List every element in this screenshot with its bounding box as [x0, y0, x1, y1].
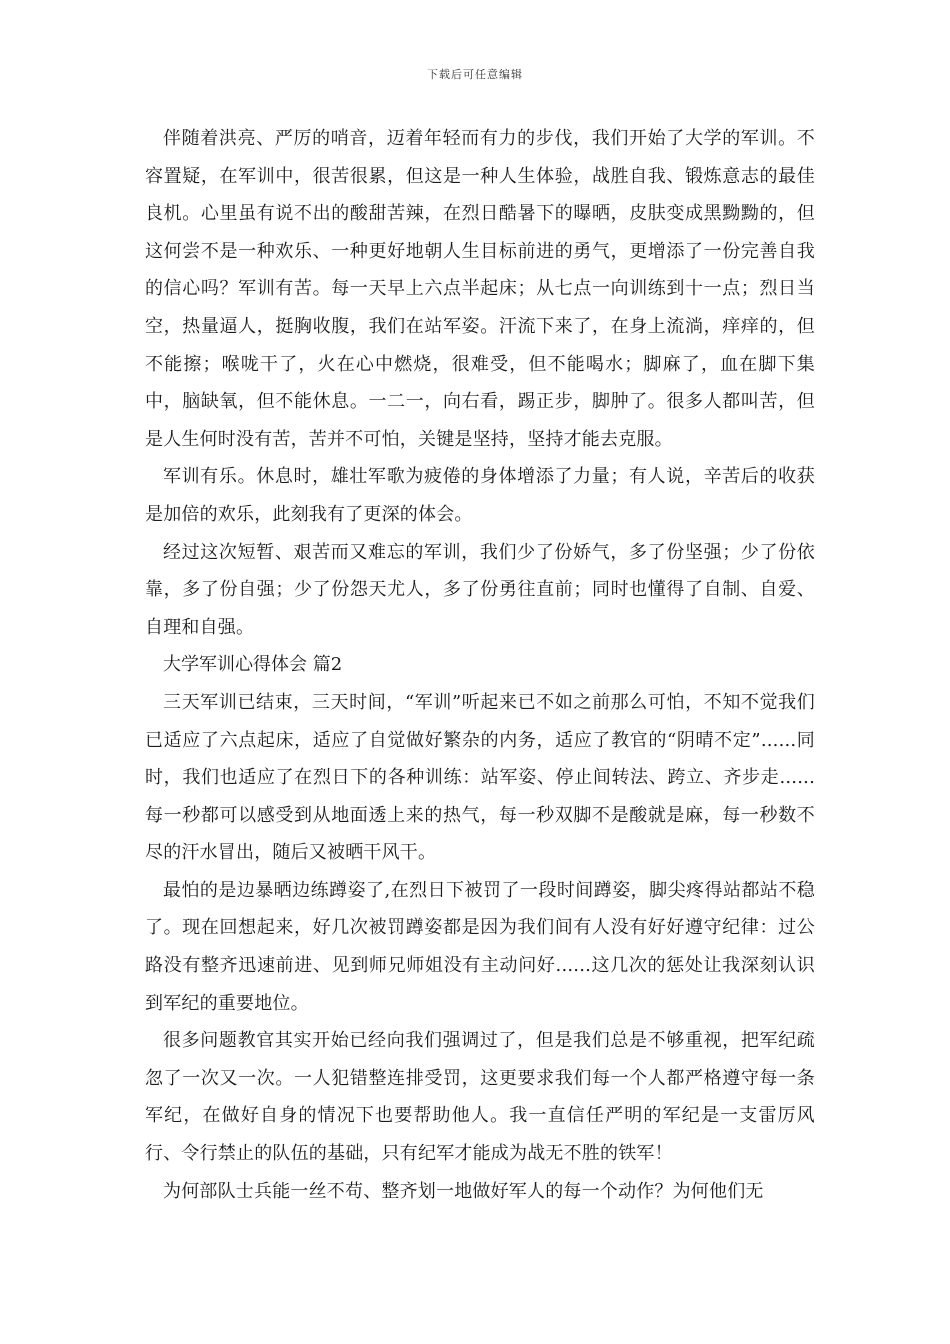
paragraph: 经过这次短暂、艰苦而又难忘的军训，我们少了份娇气，多了份坚强；少了份依靠，多了份自强；少了份怨天尤人，多了份勇往直前；同时也懂得了自制、自爱、自理和自强。: [145, 541, 815, 638]
header-note: 下载后可任意编辑: [427, 68, 523, 81]
document-body: [145, 120, 815, 1210]
paragraph: 最怕的是边暴晒边练蹲姿了,在烈日下被罚了一段时间蹲姿，脚尖疼得站都站不稳了。现在回想起来，好几次被罚蹲姿都是因为我们间有人没有好好遵守纪律：过公路没有整齐迅速前进、见到师兄师姐没有主动问好......这几次的惩处让我深刻认识到军纪的重要地位。: [145, 879, 815, 1014]
paragraph: 为何部队士兵能一丝不苟、整齐划一地做好军人的每一个动作？为何他们无: [163, 1180, 764, 1202]
paragraph: 军训有乐。休息时，雄壮军歌为疲倦的身体增添了力量；有人说，辛苦后的收获是加倍的欢乐，此刻我有了更深的体会。: [145, 466, 815, 525]
paragraph: 很多问题教官其实开始已经向我们强调过了，但是我们总是不够重视，把军纪疏忽了一次又一次。一人犯错整连排受罚，这更要求我们每一个人都严格遵守每一条军纪，在做好自身的情况下也要帮助他人。我一直信任严明的军纪是一支雷厉风行、令行禁止的队伍的基础，只有纪军才能成为战无不胜的铁军！: [145, 1030, 815, 1165]
section-title: 大学军训心得体会 篇2: [163, 654, 343, 676]
paragraph: 伴随着洪亮、严厉的哨音，迈着年轻而有力的步伐，我们开始了大学的军训。不容置疑，在军训中，很苦很累，但这是一种人生体验，战胜自我、锻炼意志的最佳良机。心里虽有说不出的酸甜苦辣，在烈日酷暑下的曝晒，皮肤变成黑黝黝的，但这何尝不是一种欢乐、一种更好地朝人生目标前进的勇气，更增添了一份完善自我的信心吗？军训有苦。每一天早上六点半起床；从七点一向训练到十一点；烈日当空，热量逼人，挺胸收腹，我们在站军姿。汗流下来了，在身上流淌，痒痒的，但不能擦；喉咙干了，火在心中燃烧，很难受，但不能喝水；脚麻了，血在脚下集中，脑缺氧，但不能休息。一二一，向右看，踢正步，脚肿了。很多人都叫苦，但是人生何时没有苦，苦并不可怕，关键是坚持，坚持才能去克服。: [145, 128, 815, 450]
paragraph: 三天军训已结束，三天时间，“军训”听起来已不如之前那么可怕，不知不觉我们已适应了六点起床，适应了自觉做好繁杂的内务，适应了教官的“阴晴不定”......同时，我们也适应了在烈日下的各种训练：站军姿、停止间转法、跨立、齐步走......每一秒都可以感受到从地面透上来的热气，每一秒双脚不是酸就是麻，每一秒数不尽的汗水冒出，随后又被晒干风干。: [145, 691, 815, 864]
